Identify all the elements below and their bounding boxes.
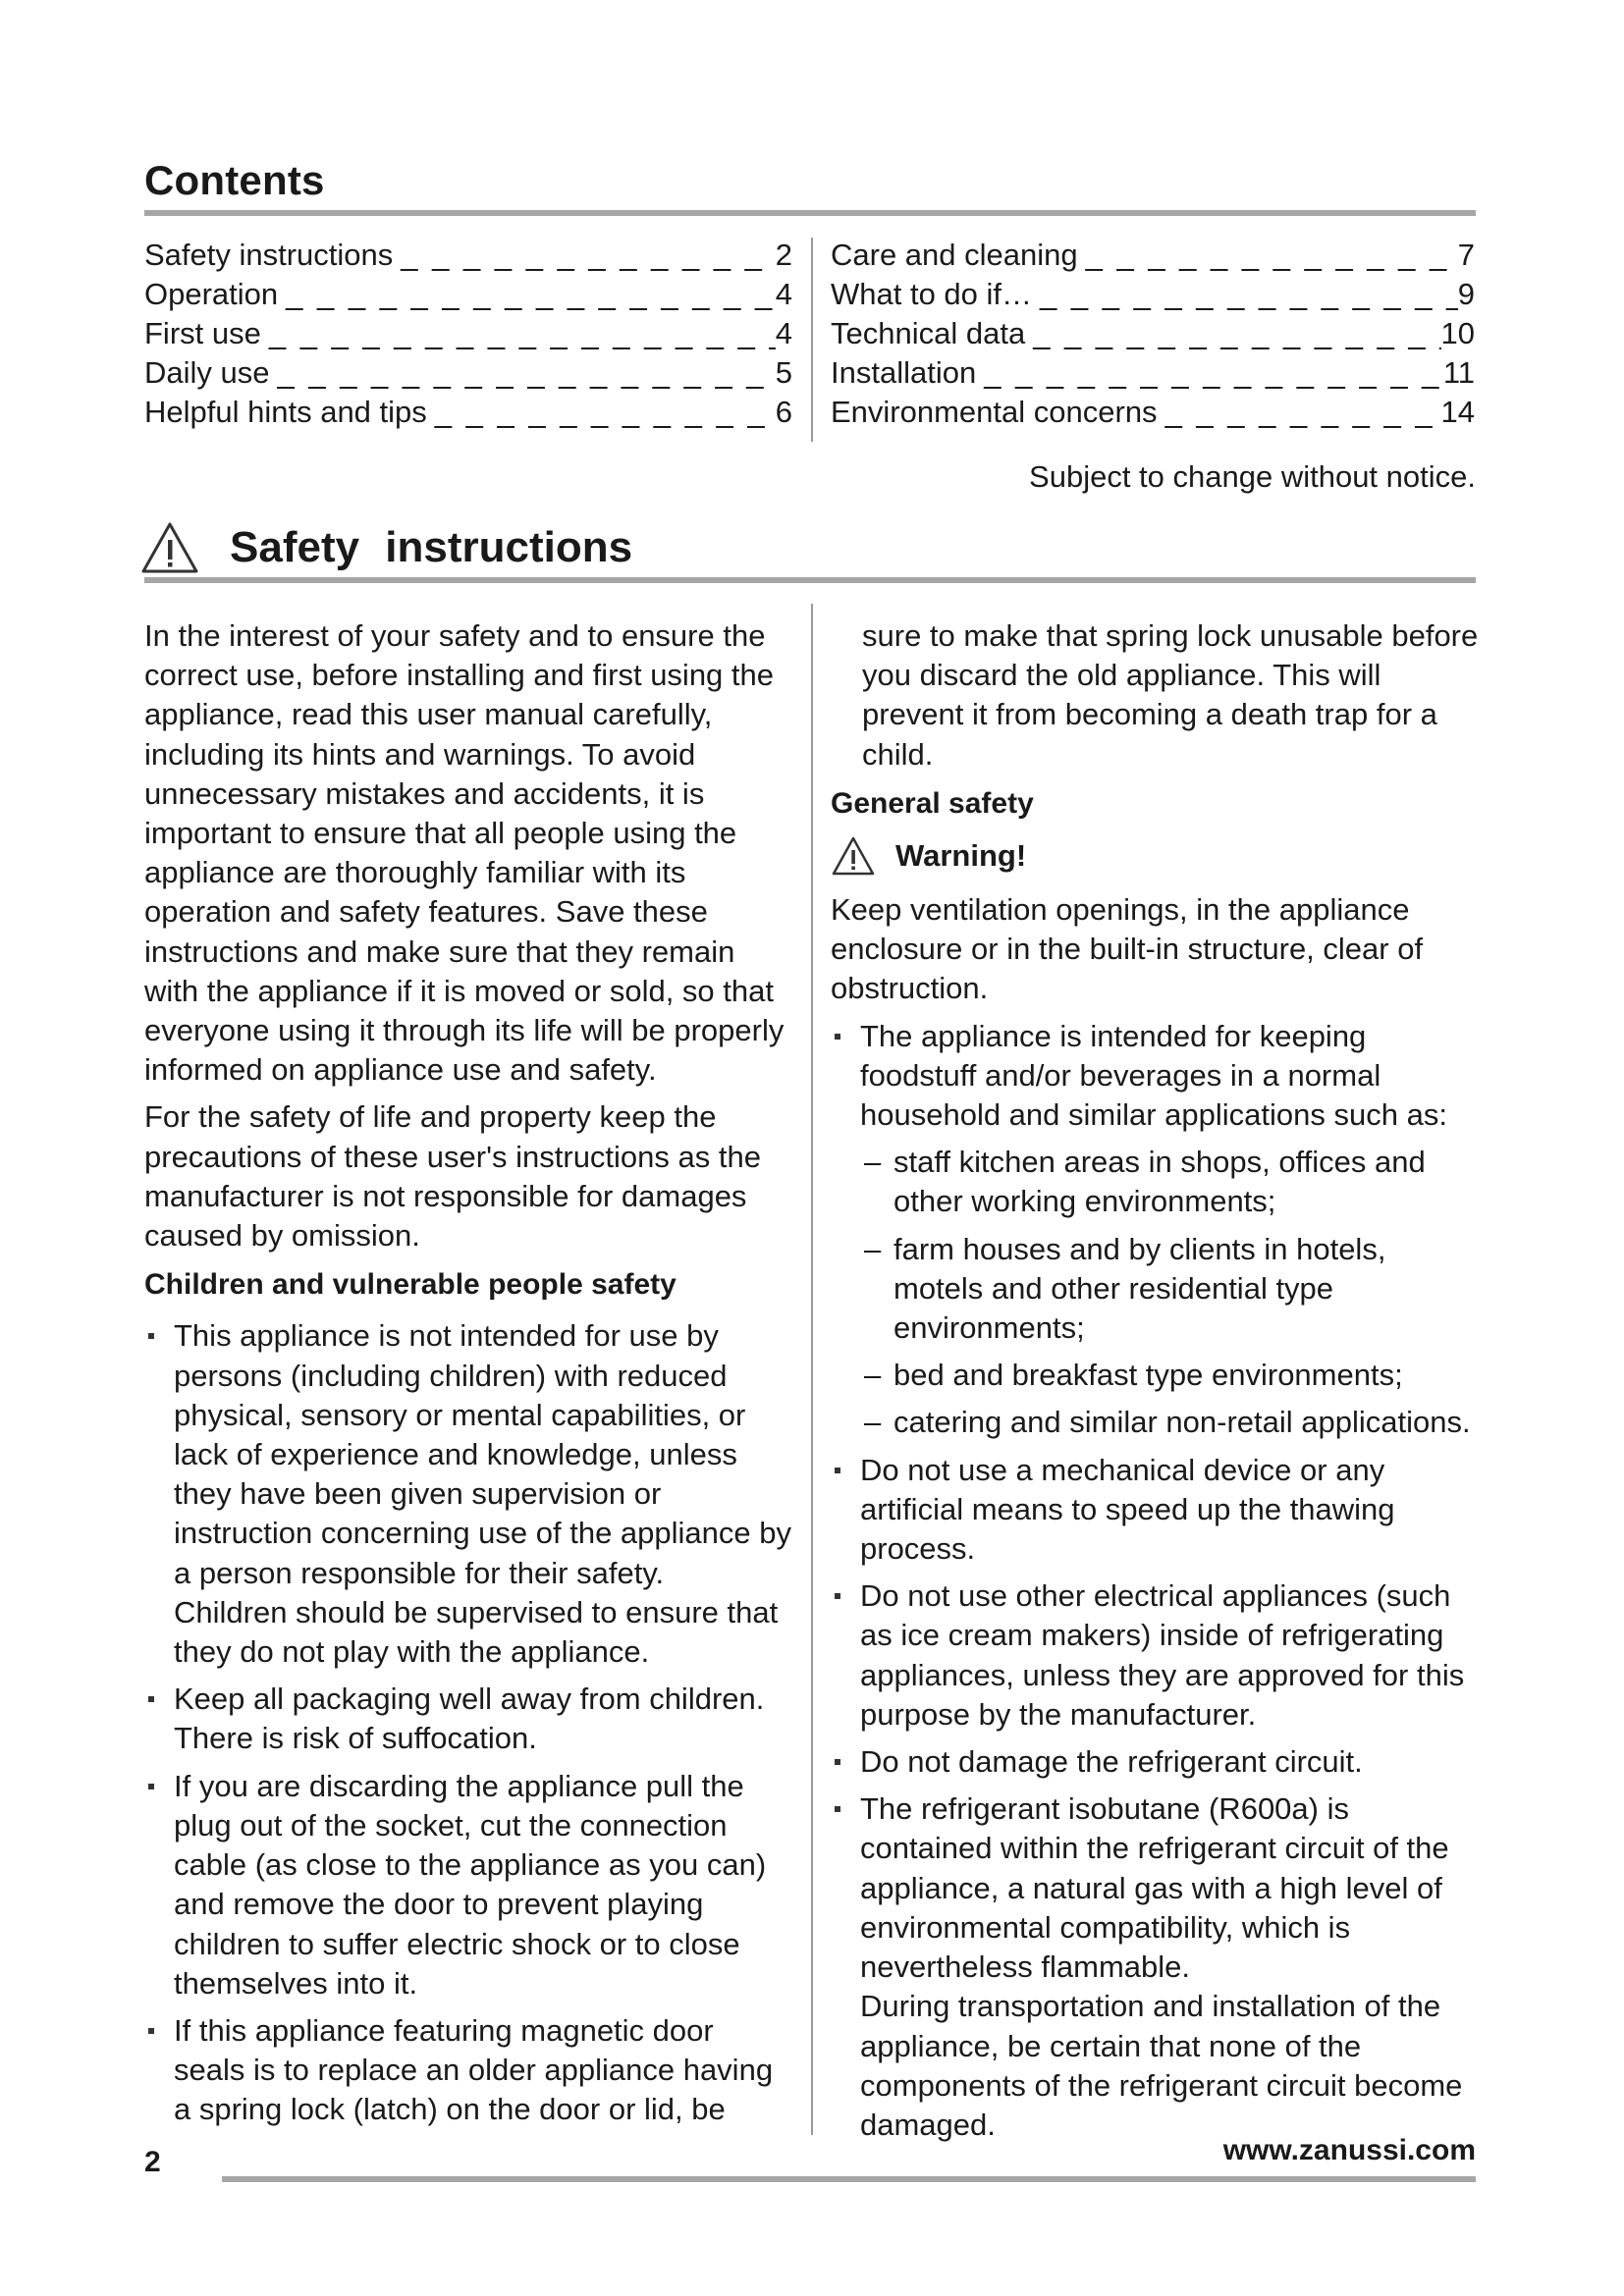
toc-entry[interactable]: What to do if… _ _ _ 9: [831, 275, 1475, 314]
column-divider: [811, 604, 813, 2135]
toc-entry[interactable]: First use _ _ _ 4: [144, 314, 792, 353]
list-item: The refrigerant isobutane (R600a) is contained within the refrigerant circuit of the appliance, a natural gas with a high level of environmental compatibility, which is nevertheless flammable. During transportation and installation of the appliance, be certain that none of the components of the refrigerant circuit become damaged.: [831, 1789, 1479, 2145]
sub-list-item: – bed and breakfast type environments;: [831, 1356, 1479, 1395]
contents-title: Contents: [144, 157, 325, 203]
list-item: The appliance is intended for keeping foodstuff and/or beverages in a normal household and similar applications such as:: [831, 1017, 1479, 1136]
toc-entry[interactable]: Safety instructions _ _ _ 2: [144, 236, 792, 275]
toc-entry[interactable]: Care and cleaning _ _ _ 7: [831, 236, 1475, 275]
left-text-column: [144, 616, 792, 2138]
contents-rule: [144, 210, 1476, 216]
sub-list-item: – staff kitchen areas in shops, offices and other working environments;: [831, 1143, 1479, 1221]
intro-paragraph-2: For the safety of life and property keep the precautions of these user's instructions as the manufacturer is not responsible for damages caused by omission.: [144, 1099, 761, 1254]
ventilation-paragraph: Keep ventilation openings, in the appliance enclosure or in the built-in structure, clear of obstruction.: [831, 892, 1424, 1006]
toc-entry[interactable]: Operation _ _ _ 4: [144, 275, 792, 314]
list-item: If you are discarding the appliance pull the plug out of the socket, cut the connection cable (as close to the appliance as you can) and remove the door to prevent playing children to suffer electric shock or to close themselves into it.: [144, 1767, 792, 2003]
toc-entry[interactable]: Technical data _ _ _ 10: [831, 314, 1475, 353]
list-item: Keep all packaging well away from children. There is risk of suffocation.: [144, 1680, 792, 1758]
right-text-column: [831, 616, 1479, 2153]
warning-label: Warning!: [895, 837, 1027, 873]
toc-divider: [811, 238, 813, 442]
children-list: [144, 1316, 792, 2129]
general-list: [831, 1017, 1479, 2145]
safety-rule: [144, 577, 1476, 583]
children-heading: Children and vulnerable people safety: [144, 1268, 677, 1302]
footer-rule: [222, 2176, 1476, 2182]
list-item-note: During transportation and installation of the appliance, be certain that none of the components of the refrigerant circuit become damaged.: [860, 1989, 1463, 2142]
list-item: Do not use other electrical appliances (such as ice cream makers) inside of refrigerating appliances, unless they are approved for this purpose by the manufacturer.: [831, 1576, 1479, 1735]
toc-entry[interactable]: Helpful hints and tips _ _ _ 6: [144, 393, 792, 432]
warning-callout: [831, 835, 1479, 877]
toc-left-column: [144, 236, 792, 432]
website-link[interactable]: www.zanussi.com: [1222, 2134, 1476, 2166]
list-item: Do not use a mechanical device or any artificial means to speed up the thawing process.: [831, 1451, 1479, 1570]
list-item: Do not damage the refrigerant circuit.: [831, 1742, 1479, 1782]
safety-title: Safety instructions: [230, 523, 633, 571]
spring-lock-continued: sure to make that spring lock unusable before you discard the old appliance. This will prevent it from becoming a death trap for a child.: [862, 618, 1479, 772]
sub-list-item: – farm houses and by clients in hotels, motels and other residential type environments;: [831, 1230, 1479, 1349]
warning-triangle-icon: [139, 520, 200, 575]
page-number: 2: [144, 2146, 161, 2178]
change-notice: Subject to change without notice.: [1029, 459, 1476, 494]
warning-triangle-icon: [831, 835, 876, 877]
list-item: If this appliance featuring magnetic door seals is to replace an older appliance having a spring lock (latch) on the door or lid, be: [144, 2011, 792, 2130]
toc-right-column: [831, 236, 1475, 432]
toc-entry[interactable]: Installation _ _ _ 11: [831, 353, 1475, 393]
general-safety-heading: General safety: [831, 786, 1034, 820]
intro-paragraph: In the interest of your safety and to ensure the correct use, before installing and first using the appliance, read this user manual carefully, including its hints and warnings. To avoid unnecessary mistakes and accidents, it is important to ensure that all people using the appliance are thoroughly familiar with its operation and safety features. Save these instructions and make sure that they remain with the appliance if it is moved or sold, so that everyone using it through its life will be properly informed on appliance use and safety.: [144, 618, 785, 1088]
list-item: This appliance is not intended for use by persons (including children) with reduced physical, sensory or mental capabilities, or lack of experience and knowledge, unless they have been given supervision or instruction concerning use of the appliance by a person responsible for their safety. Children should be supervised to ensure that they do not play with the appliance.: [144, 1316, 792, 1672]
sub-list-item: – catering and similar non-retail applications.: [831, 1403, 1479, 1442]
list-item-note: Children should be supervised to ensure that they do not play with the appliance.: [174, 1594, 779, 1670]
safety-heading: [139, 520, 632, 575]
toc-entry[interactable]: Daily use _ _ _ 5: [144, 353, 792, 393]
toc-entry[interactable]: Environmental concerns _ _ _ 14: [831, 393, 1475, 432]
